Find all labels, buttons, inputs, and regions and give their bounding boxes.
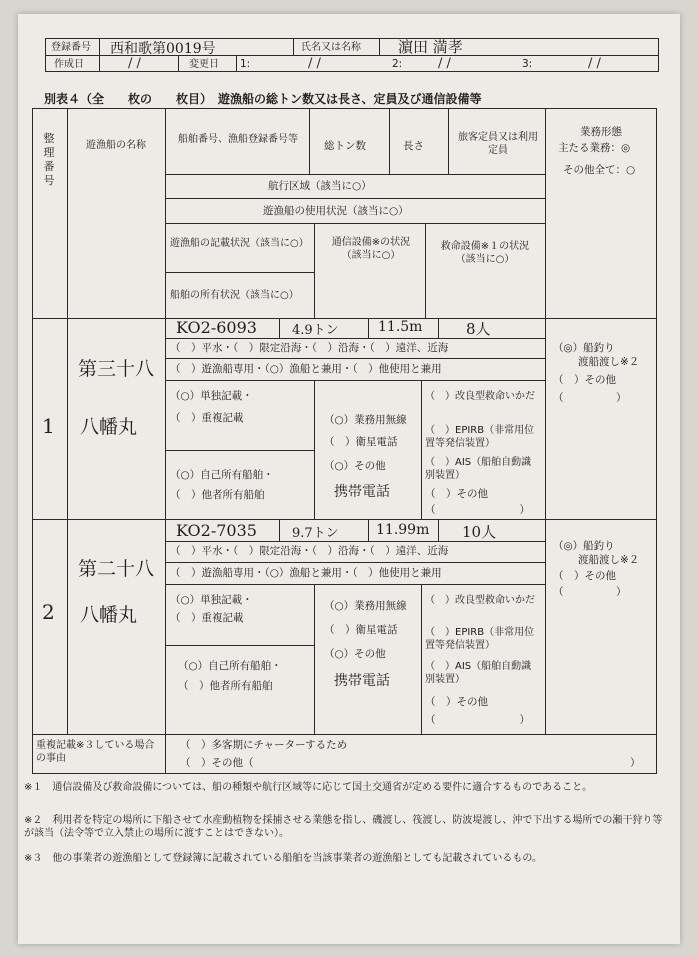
created-value: / /	[128, 56, 141, 71]
row1-capacity: 8人	[466, 320, 491, 338]
col-ship-no: 船舶番号、漁船登録番号等	[178, 134, 298, 145]
row1-rescue-other: （ ）その他	[425, 488, 488, 500]
row2-area-options: （ ）平水・（ ）限定沿海・（ ）沿海・（ ）遠洋、近海	[170, 545, 449, 557]
row1-comm-other-text: 携帯電話	[334, 484, 390, 500]
changed-label: 変更日	[189, 59, 219, 70]
form-sheet	[18, 14, 680, 944]
row1-ship-no: KO2-6093	[176, 318, 257, 337]
row2-ship-no: KO2-7035	[176, 521, 257, 540]
col-business-title: 業務形態	[580, 126, 622, 138]
duplicate-opt2: （ ）その他（	[180, 757, 254, 769]
row1-biz-fishing: （◎）船釣り	[553, 342, 615, 354]
row1-rescue-ais: （ ）AIS（船舶自動識別装置）	[425, 457, 532, 481]
row1-name-line1: 第三十八	[78, 358, 155, 380]
row2-biz-other: （ ）その他	[553, 570, 616, 582]
change2-value: / /	[438, 56, 451, 71]
row2-length: 11.99m	[376, 522, 430, 538]
row1-comm-business: （○）業務用無線	[324, 414, 407, 426]
row1-biz-paren: （ ）	[553, 392, 627, 404]
change3-value: / /	[588, 56, 601, 71]
row1-biz-other: （ ）その他	[553, 374, 616, 386]
name-label: 氏名又は名称	[301, 42, 361, 53]
note-1: ※１ 通信設備及び救命設備については、船の種類や航行区域等に応じて国土交通省が定める要件に適合するものであること。	[24, 782, 593, 793]
col-capacity: 旅客定員又は利用定員	[458, 132, 538, 156]
row2-own-other: （ ）他者所有船舶	[178, 680, 273, 692]
row2-own-self: （○）自己所有船舶・	[178, 660, 282, 672]
row2-comm-business: （○）業務用無線	[324, 600, 407, 612]
col-business-other: その他全て：○	[563, 164, 636, 176]
row1-no: 1	[42, 414, 55, 438]
row2-rescue-improved: （ ）改良型救命いかだ	[425, 595, 535, 606]
row2-comm-other: （○）その他	[324, 648, 386, 660]
row2-rescue-ais: （ ）AIS（船舶自動識別装置）	[425, 661, 532, 685]
col-ship-name: 遊漁船の名称	[86, 140, 146, 151]
row2-capacity: 10人	[462, 523, 497, 541]
row2-no: 2	[42, 600, 55, 624]
reg-no-value: 西和歌第0019号	[110, 41, 216, 57]
col-comm: 通信設備※の状況（該当に○）	[331, 237, 411, 261]
col-tonnage: 総トン数	[324, 140, 366, 152]
row2-rescue-epirb: （ ）EPIRB（非常用位置等発信装置）	[425, 627, 535, 651]
row2-biz-fishing: （◎）船釣り	[553, 540, 615, 552]
row1-tonnage: 4.9トン	[292, 323, 339, 338]
col-length: 長さ	[403, 140, 424, 152]
row1-name-line2: 八幡丸	[80, 416, 138, 438]
row1-record-single: （○）単独記載・	[170, 390, 253, 402]
col-rescue: 救命設備※１の状況（該当に○）	[440, 241, 530, 265]
col-record: 遊漁船の記載状況（該当に○）	[170, 238, 309, 249]
row1-usage-options: （ ）遊漁船専用・（○）漁船と兼用・（ ）他使用と兼用	[170, 363, 442, 375]
row1-area-options: （ ）平水・（ ）限定沿海・（ ）沿海・（ ）遠洋、近海	[170, 342, 449, 354]
row1-own-other: （ ）他者所有船舶	[170, 489, 265, 501]
change2-label: 2:	[392, 58, 403, 70]
name-value: 濵田 満孝	[398, 38, 463, 56]
row2-rescue-paren: （ ）	[425, 714, 530, 726]
reg-no-label: 登録番号	[51, 42, 91, 53]
duplicate-label: 重複記載※３している場合の事由	[36, 740, 155, 764]
row2-name-line2: 八幡丸	[80, 604, 138, 626]
row1-record-multi: （ ）重複記載	[170, 412, 244, 424]
form-title: 別表４（全 枚の 枚目） 遊漁船の総トン数又は長さ、定員及び通信設備等	[44, 92, 482, 106]
note-2: ※２ 利用者を特定の場所に下船させて水産動植物を採捕させる業態を指し、磯渡し、筏渡し、防波堤渡し、沖で下出する場所での瀬干狩り等が該当（法令等で立入禁止の場所に渡すことはできない）。	[24, 815, 663, 839]
change3-label: 3:	[522, 58, 533, 70]
row1-own-self: （○）自己所有船舶・	[170, 469, 274, 481]
row2-usage-options: （ ）遊漁船専用・（○）漁船と兼用・（ ）他使用と兼用	[170, 567, 442, 579]
row2-biz-transfer: 渡船渡し※２	[578, 554, 640, 566]
created-label: 作成日	[54, 59, 84, 70]
row1-rescue-epirb: （ ）EPIRB（非常用位置等発信装置）	[425, 425, 535, 449]
col-ownership: 船舶の所有状況（該当に○）	[170, 290, 299, 301]
row1-rescue-paren: （ ）	[425, 504, 530, 516]
row2-name-line1: 第二十八	[78, 558, 155, 580]
row1-comm-sat: （ ）衛星電話	[324, 436, 398, 448]
change1-value: / /	[308, 56, 321, 71]
row1-comm-other: （○）その他	[324, 460, 386, 472]
row2-tonnage: 9.7トン	[292, 526, 339, 541]
row2-comm-sat: （ ）衛星電話	[324, 624, 398, 636]
change1-label: 1:	[240, 58, 251, 70]
duplicate-opt2-close: ）	[630, 757, 641, 769]
row2-biz-paren: （ ）	[553, 586, 627, 598]
col-seiri: 整理番号	[43, 132, 55, 187]
row2-rescue-other: （ ）その他	[425, 696, 488, 708]
row1-biz-transfer: 渡船渡し※２	[578, 356, 640, 368]
row2-record-single: （○）単独記載・	[170, 594, 253, 606]
row1-length: 11.5m	[378, 319, 423, 335]
col-business-main: 主たる業務：◎	[558, 142, 631, 154]
row1-rescue-improved: （ ）改良型救命いかだ	[425, 391, 535, 402]
row2-comm-other-text: 携帯電話	[334, 673, 390, 689]
col-usage: 遊漁船の使用状況（該当に○）	[263, 205, 409, 217]
col-area: 航行区域（該当に○）	[268, 180, 372, 192]
duplicate-opt1: （ ）多客期にチャーターするため	[180, 739, 348, 751]
note-3: ※３ 他の事業者の遊漁船として登録簿に記載されている船舶を当該事業者の遊漁船としても記載されているもの。	[24, 853, 542, 864]
row2-record-multi: （ ）重複記載	[170, 612, 244, 624]
